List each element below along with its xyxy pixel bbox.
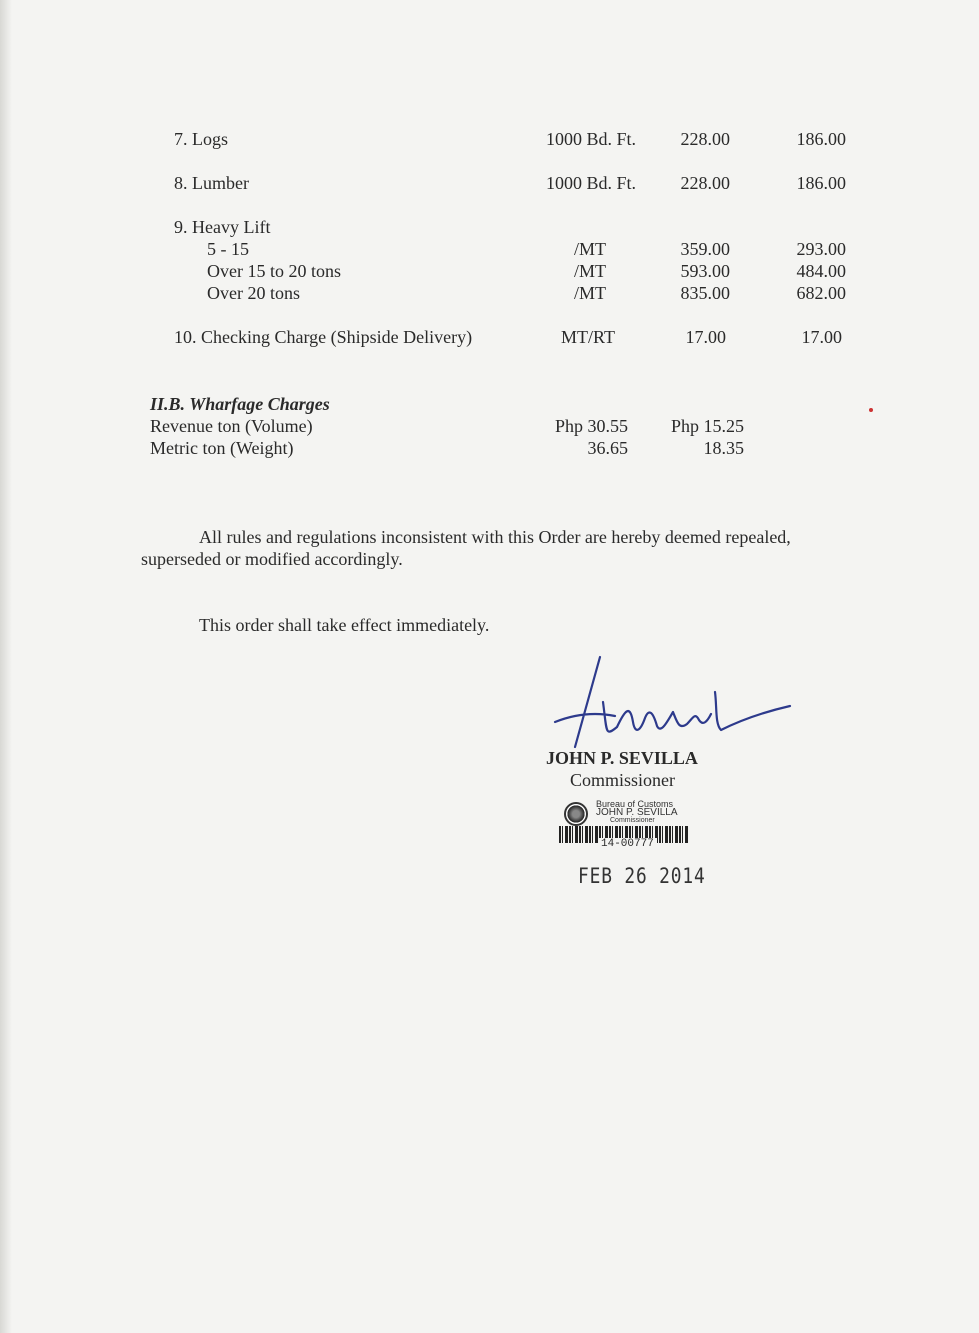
rate-col1: 228.00 xyxy=(680,129,730,149)
stamp-date: FEB 26 2014 xyxy=(578,864,706,888)
rate-item: Over 20 tons xyxy=(207,283,300,303)
rate-col2: 186.00 xyxy=(796,129,846,149)
scan-edge-shadow xyxy=(0,0,12,1333)
rate-col2: 682.00 xyxy=(796,283,846,303)
rate-col1: 17.00 xyxy=(685,327,726,347)
wharfage-col2: Php 15.25 xyxy=(670,416,744,436)
rate-item: Over 15 to 20 tons xyxy=(207,261,341,281)
wharfage-col2: 18.35 xyxy=(703,438,744,458)
wharfage-heading: II.B. Wharfage Charges xyxy=(150,394,330,414)
rate-item: 5 - 15 xyxy=(207,239,249,259)
red-ink-mark xyxy=(869,408,873,412)
rate-col1: 593.00 xyxy=(680,261,730,281)
rate-item: 9. Heavy Lift xyxy=(174,217,271,237)
signatory-title: Commissioner xyxy=(570,770,676,790)
stamp-number: 14-00777 xyxy=(598,838,657,850)
rate-col1: 228.00 xyxy=(680,173,730,193)
wharfage-label: Revenue ton (Volume) xyxy=(150,416,313,436)
rate-unit: 1000 Bd. Ft. xyxy=(545,173,636,193)
receipt-stamp xyxy=(558,798,698,854)
rate-col1: 359.00 xyxy=(680,239,730,259)
signatory-name: JOHN P. SEVILLA xyxy=(546,748,698,768)
handwritten-signature xyxy=(545,652,795,762)
wharfage-col1: 36.65 xyxy=(587,438,628,458)
rate-unit: MT/RT xyxy=(561,327,615,347)
stamp-name: JOHN P. SEVILLA xyxy=(596,807,678,818)
rate-unit: 1000 Bd. Ft. xyxy=(545,129,636,149)
rate-unit: /MT xyxy=(573,239,606,259)
rate-unit: /MT xyxy=(573,261,606,281)
rate-unit: /MT xyxy=(573,283,606,303)
stamp-title: Commissioner xyxy=(610,817,655,824)
rate-item: 7. Logs xyxy=(174,129,228,149)
rate-item: 10. Checking Charge (Shipside Delivery) xyxy=(174,327,473,347)
wharfage-label: Metric ton (Weight) xyxy=(150,438,294,458)
repeal-paragraph-line1: All rules and regulations inconsistent with this Order are hereby deemed repealed, xyxy=(199,527,791,547)
bureau-seal-icon xyxy=(564,802,588,826)
rate-col2: 484.00 xyxy=(796,261,846,281)
repeal-paragraph-line2: superseded or modified accordingly. xyxy=(141,549,403,569)
rate-item: 8. Lumber xyxy=(174,173,249,193)
rate-col2: 17.00 xyxy=(801,327,842,347)
rate-col1: 835.00 xyxy=(680,283,730,303)
wharfage-col1: Php 30.55 xyxy=(554,416,628,436)
stamp-agency: Bureau of Customs xyxy=(596,799,674,809)
effect-paragraph: This order shall take effect immediately. xyxy=(199,615,490,635)
rate-col2: 186.00 xyxy=(796,173,846,193)
rate-col2: 293.00 xyxy=(796,239,846,259)
